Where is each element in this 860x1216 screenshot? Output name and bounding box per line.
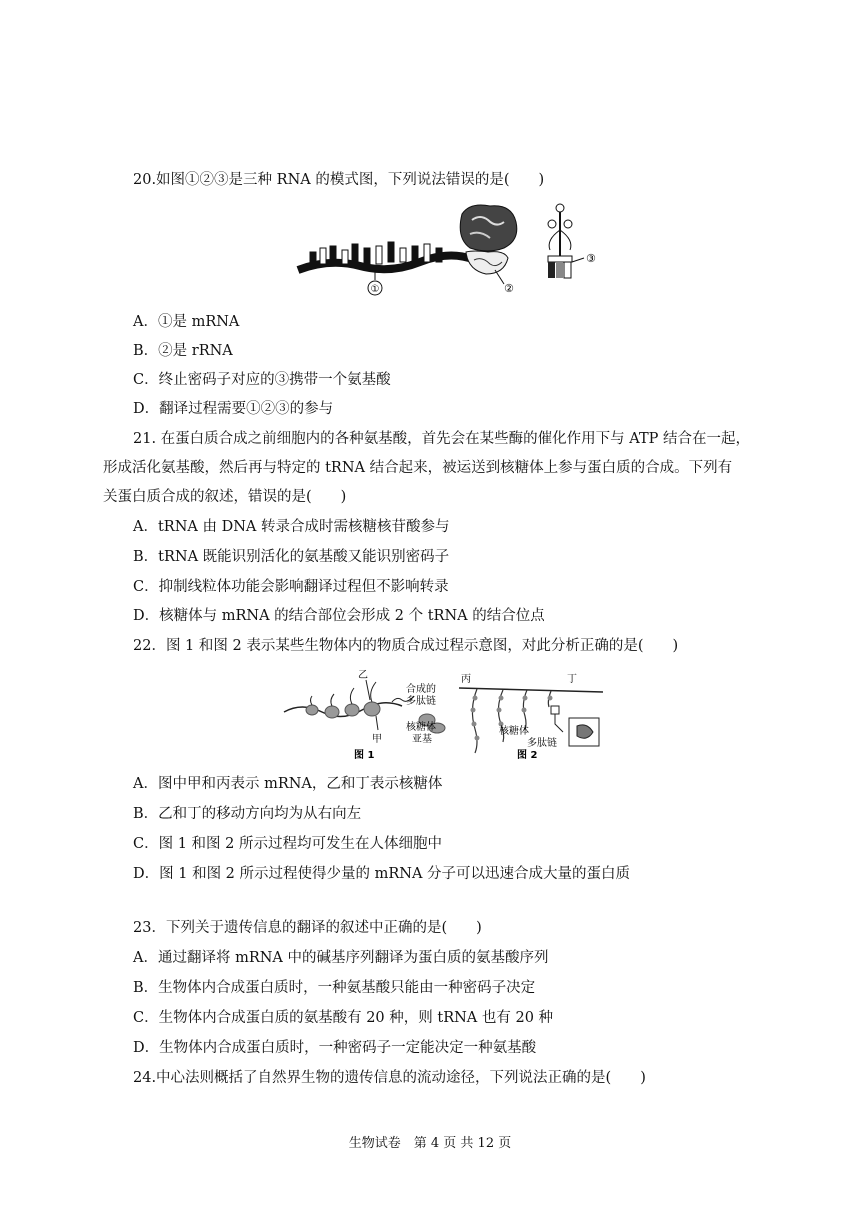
q23-option-b: B．生物体内合成蛋白质时，一种氨基酸只能由一种密码子决定 (133, 980, 536, 996)
q21-option-d: D．核糖体与 mRNA 的结合部位会形成 2 个 tRNA 的结合位点 (133, 608, 545, 624)
q20-stem: 20.如图①②③是三种 RNA 的模式图，下列说法错误的是( ) (133, 172, 545, 188)
fig-label-1: ① (370, 284, 380, 295)
q22-figure-1 (282, 668, 462, 768)
fig1-caption: 图 1 (354, 750, 375, 761)
fig-label-2: ② (504, 282, 514, 295)
fig1-label-yi: 乙 (358, 670, 368, 681)
q20-option-a: A．①是 mRNA (133, 314, 240, 330)
fig1-label-peptide-1: 合成的 (406, 684, 436, 695)
fig1-label-subunit-2: 亚基 (412, 734, 432, 745)
page-footer: 生物试卷 第 4 页 共 12 页 (348, 1136, 512, 1151)
q22-option-b: B．乙和丁的移动方向均为从右向左 (133, 806, 362, 822)
fig1-label-subunit-1: 核糖体 (406, 722, 436, 733)
q21-stem-line2: 形成活化氨基酸，然后再与特定的 tRNA 结合起来，被运送到核糖体上参与蛋白质的合成。下列有 (103, 460, 733, 476)
fig2-caption: 图 2 (517, 750, 538, 761)
fig1-label-peptide-2: 多肽链 (406, 696, 436, 707)
q21-option-a: A．tRNA 由 DNA 转录合成时需核糖核苷酸参与 (133, 519, 450, 535)
q20-option-d: D．翻译过程需要①②③的参与 (133, 401, 334, 417)
trna-diagram (548, 204, 584, 278)
q21-option-b: B．tRNA 既能识别活化的氨基酸又能识别密码子 (133, 549, 450, 565)
q21-stem-line1: 21. 在蛋白质合成之前细胞内的各种氨基酸，首先会在某些酶的催化作用下与 ATP 结合在一起， (133, 431, 750, 447)
q23-stem: 23．下列关于遗传信息的翻译的叙述中正确的是( ) (133, 920, 482, 936)
q22-option-d: D．图 1 和图 2 所示过程使得少量的 mRNA 分子可以迅速合成大量的蛋白质 (133, 866, 631, 882)
fig1-label-jia: 甲 (372, 734, 382, 745)
q20-rna-figure (290, 200, 610, 300)
q23-option-d: D．生物体内合成蛋白质时，一种密码子一定能决定一种氨基酸 (133, 1040, 537, 1056)
q21-option-c: C．抑制线粒体功能会影响翻译过程但不影响转录 (133, 579, 449, 595)
mrna-diagram (298, 242, 475, 295)
fig2-label-ribosome: 核糖体 (499, 726, 529, 737)
rrna-diagram (460, 205, 517, 284)
q22-option-c: C．图 1 和图 2 所示过程均可发生在人体细胞中 (133, 836, 442, 852)
fig2-label-bing: 丙 (461, 674, 471, 685)
q21-stem-line3: 关蛋白质合成的叙述，错误的是( ) (103, 489, 347, 505)
fig2-label-peptide: 多肽链 (527, 738, 557, 749)
fig-label-3: ③ (586, 252, 596, 265)
q24-stem: 24.中心法则概括了自然界生物的遗传信息的流动途径，下列说法正确的是( ) (133, 1070, 646, 1086)
fig2-label-ding: 丁 (567, 674, 577, 685)
q20-option-c: C．终止密码子对应的③携带一个氨基酸 (133, 372, 391, 388)
q20-option-b: B．②是 rRNA (133, 343, 233, 359)
q22-figure-2 (455, 668, 615, 768)
q23-option-a: A．通过翻译将 mRNA 中的碱基序列翻译为蛋白质的氨基酸序列 (133, 950, 549, 966)
q22-stem: 22．图 1 和图 2 表示某些生物体内的物质合成过程示意图，对此分析正确的是( ) (133, 638, 679, 654)
q22-option-a: A．图中甲和丙表示 mRNA，乙和丁表示核糖体 (133, 776, 443, 792)
q23-option-c: C．生物体内合成蛋白质的氨基酸有 20 种，则 tRNA 也有 20 种 (133, 1010, 554, 1026)
